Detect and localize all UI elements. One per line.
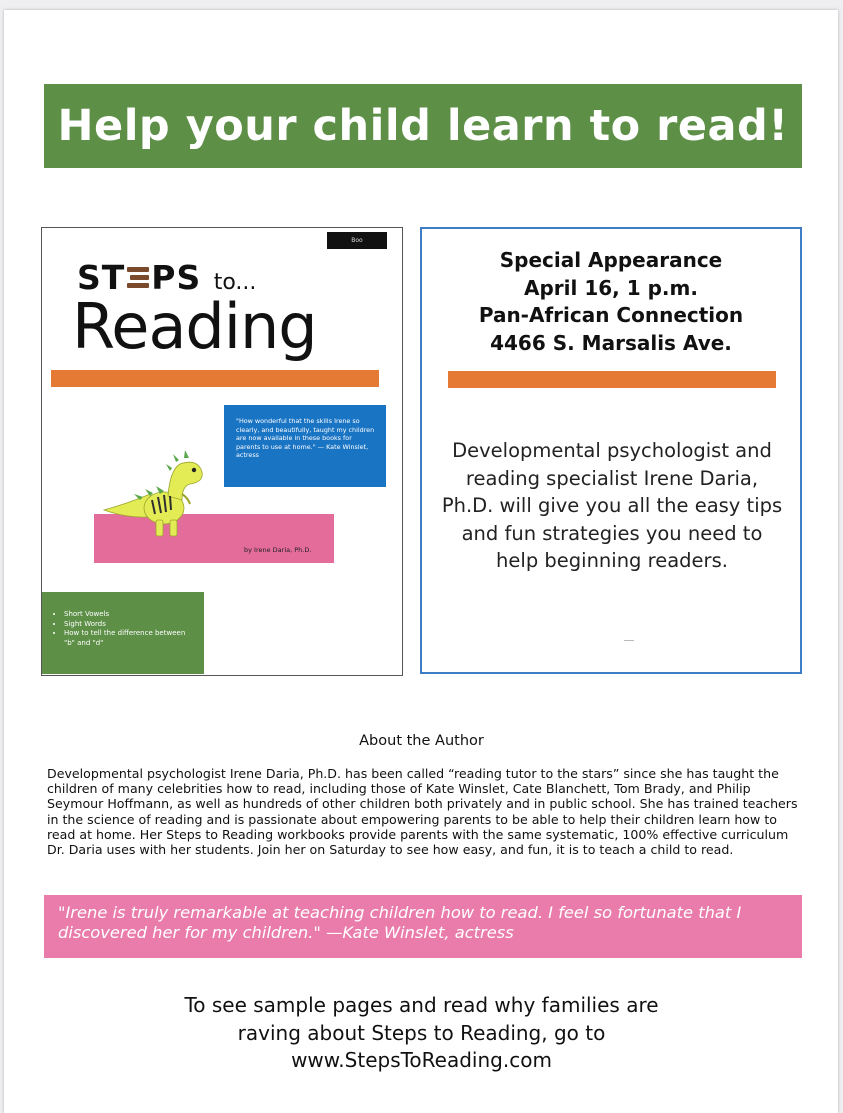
cta-line: raving about Steps to Reading, go to — [237, 1020, 606, 1045]
book-cover-image — [41, 227, 403, 676]
cover-tag: Boo — [327, 232, 387, 249]
event-orange-bar — [448, 371, 776, 388]
cta-line: To see sample pages and read why families are — [184, 993, 659, 1017]
cover-steps-to: to... — [213, 270, 257, 295]
cover-topic-item: • Sight Words — [64, 620, 198, 630]
about-heading: About the Author — [359, 733, 484, 749]
cover-topic-list — [42, 592, 204, 674]
event-venue: Pan-African Connection — [478, 303, 744, 327]
cover-quote: "How wonderful that the skills Irene so clearly, and beautifully, taught my children are now available in these books for parents to use at home." — Kate Winslet, actress — [224, 405, 386, 487]
call-to-action — [0, 992, 843, 1075]
divider — [624, 640, 634, 641]
event-date: April 16, 1 p.m. — [524, 275, 698, 300]
cover-byline: by Irene Daria, Ph.D. — [244, 546, 312, 554]
cover-topic-item: • How to tell the difference between "b" and "d" — [64, 629, 198, 648]
stacked-books-icon — [127, 265, 149, 291]
event-address: 4466 S. Marsalis Ave. — [490, 330, 732, 355]
headline-banner: Help your child learn to read! — [44, 84, 802, 168]
cover-steps-left: ST — [77, 258, 126, 297]
cover-topic-item: • Short Vowels — [64, 610, 198, 620]
dinosaur-illustration — [102, 450, 214, 546]
website-link[interactable]: www.StepsToReading.com — [291, 1048, 552, 1072]
event-info-box — [420, 227, 802, 674]
event-title: Special Appearance — [499, 248, 723, 272]
event-details — [422, 247, 800, 357]
cover-title: Reading — [72, 290, 317, 363]
cover-steps-right: PS — [151, 258, 202, 297]
event-description: Developmental psychologist and reading specialist Irene Daria, Ph.D. will give you all the easy tips and fun strategies you need to help beginning readers. — [441, 439, 783, 572]
cover-orange-bar — [51, 370, 379, 387]
testimonial-quote: "Irene is truly remarkable at teaching children how to read. I feel so fortunate that I discovered her for my children." —Kate Winslet, actress — [44, 895, 802, 958]
about-body: Developmental psychologist Irene Daria, Ph.D. has been called “reading tutor to the stars” since she has taught the children of many celebrities how to read, including those of Kate Winslet, Cate Blanchett, Tom Brady, and Philip Seymour Hoffmann, as well as hundreds of other children both privately and in public school. She has trained teachers in the science of reading and is passionate about empowering parents to be able to help their children learn how to read at home. Her Steps to Reading workbooks provide parents with the same systematic, 100% effective curriculum Dr. Daria uses with her students. Join her on Saturday to see how easy, and fun, it is to teach a child to read. — [47, 766, 798, 858]
